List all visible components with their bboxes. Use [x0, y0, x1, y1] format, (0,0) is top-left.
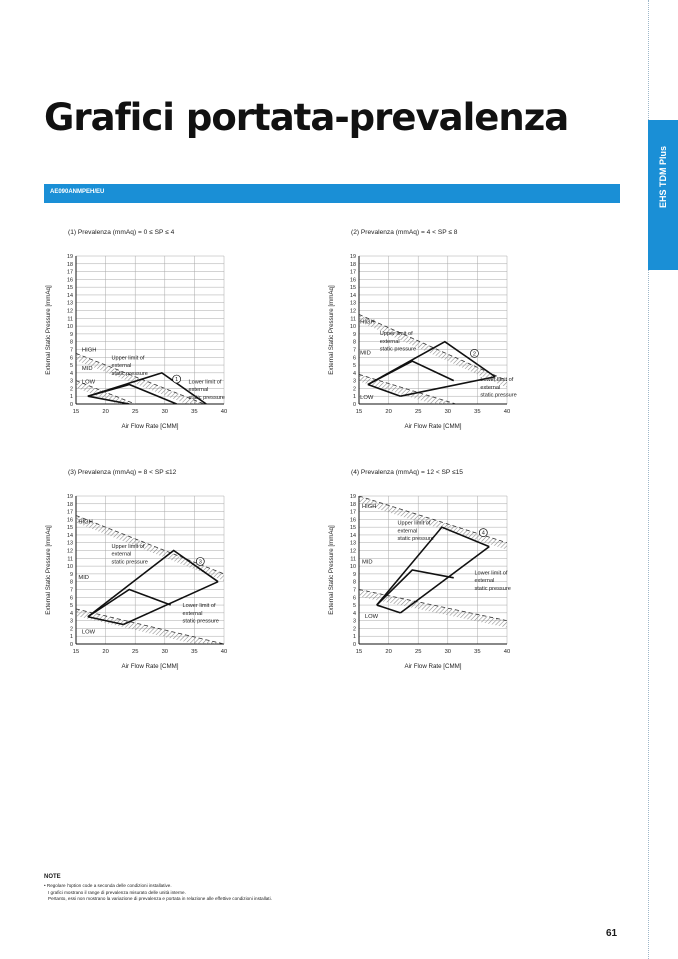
limit-annotation: external: [111, 551, 132, 558]
x-tick-label: 15: [355, 409, 363, 415]
y-tick-label: 0: [353, 642, 356, 648]
x-tick-label: 35: [191, 409, 198, 415]
note-title: NOTE: [44, 874, 61, 880]
x-tick-label: 15: [72, 409, 80, 415]
y-tick-label: 2: [353, 386, 356, 393]
x-tick-label: 15: [72, 649, 80, 655]
fan-label-mid: MID: [361, 559, 373, 566]
y-tick-label: 9: [353, 571, 356, 578]
limit-annotation: static pressure: [182, 618, 219, 625]
limit-annotation: Upper limit of: [379, 331, 413, 338]
limit-annotation: external: [397, 528, 418, 535]
y-tick-label: 7: [70, 347, 73, 354]
page-title: Grafici portata-prevalenza: [44, 96, 569, 139]
chart-svg: [40, 222, 340, 444]
y-tick-label: 13: [350, 540, 356, 547]
x-tick-label: 40: [220, 409, 228, 415]
y-tick-label: 7: [70, 587, 73, 594]
y-tick-label: 13: [350, 300, 356, 307]
lower-limit-hatch: [359, 589, 507, 627]
limit-annotation: static pressure: [188, 394, 225, 401]
y-tick-label: 12: [350, 548, 356, 555]
chart-marker-label: 3: [198, 559, 202, 566]
chart-marker-label: 2: [472, 351, 477, 358]
y-tick-label: 17: [67, 269, 73, 276]
y-tick-label: 4: [353, 610, 356, 617]
y-tick-label: 19: [350, 254, 356, 260]
y-tick-label: 15: [67, 285, 73, 292]
chart-title: (4) Prevalenza (mmAq) = 12 < SP ≤15: [351, 469, 463, 476]
chart-4: [323, 462, 623, 684]
y-tick-label: 11: [350, 556, 356, 563]
x-tick-label: 25: [414, 409, 422, 415]
y-tick-label: 17: [350, 509, 356, 516]
x-tick-label: 35: [474, 649, 481, 655]
y-tick-label: 5: [353, 603, 356, 610]
y-tick-label: 9: [70, 571, 73, 578]
y-tick-label: 14: [350, 292, 356, 299]
chart-3: [40, 462, 340, 684]
chart-svg: [323, 222, 623, 444]
fan-label-mid: MID: [81, 366, 93, 373]
page-edge-guide: [648, 270, 649, 959]
y-tick-label: 12: [67, 548, 73, 555]
y-tick-label: 6: [353, 595, 356, 602]
limit-annotation: external: [379, 338, 400, 345]
y-tick-label: 3: [70, 378, 73, 385]
y-tick-label: 8: [70, 339, 73, 346]
y-tick-label: 11: [67, 556, 73, 563]
y-tick-label: 14: [67, 292, 73, 299]
limit-annotation: static pressure: [379, 346, 417, 353]
y-tick-label: 15: [350, 285, 356, 292]
y-tick-label: 13: [67, 300, 73, 307]
limit-annotation: static pressure: [474, 585, 511, 592]
y-axis-label: External Static Pressure [mmAq]: [328, 285, 335, 375]
y-tick-label: 10: [67, 324, 73, 331]
x-tick-label: 15: [355, 649, 363, 655]
y-tick-label: 17: [67, 509, 73, 516]
note-line-1: • Regolare l'option code a seconda delle condizioni installative.: [44, 883, 172, 888]
y-tick-label: 16: [67, 517, 73, 524]
y-tick-label: 0: [353, 402, 356, 408]
chart-svg: [40, 462, 340, 684]
fan-label-high: HIGH: [360, 319, 375, 326]
y-tick-label: 10: [350, 564, 356, 571]
x-tick-label: 35: [474, 409, 481, 415]
y-tick-label: 1: [353, 394, 356, 401]
y-tick-label: 16: [350, 277, 356, 284]
plot-area: [76, 515, 224, 651]
x-tick-label: 40: [503, 409, 511, 415]
y-axis-label: External Static Pressure [mmAq]: [45, 285, 52, 375]
y-tick-label: 12: [350, 308, 356, 315]
limit-annotation: external: [188, 387, 209, 394]
x-axis-label: Air Flow Rate [CMM]: [121, 663, 179, 670]
y-tick-label: 16: [67, 277, 73, 284]
y-tick-label: 10: [67, 564, 73, 571]
x-tick-label: 40: [503, 649, 511, 655]
x-tick-label: 40: [220, 649, 228, 655]
y-tick-label: 9: [353, 331, 356, 338]
limit-annotation: Lower limit of: [474, 570, 508, 577]
y-tick-label: 14: [350, 532, 356, 539]
y-tick-label: 0: [70, 642, 73, 648]
limit-annotation: static pressure: [111, 370, 148, 377]
y-tick-label: 7: [353, 347, 356, 354]
y-tick-label: 12: [67, 308, 73, 315]
y-tick-label: 4: [70, 370, 73, 377]
chart-title: (3) Prevalenza (mmAq) = 8 < SP ≤12: [68, 469, 177, 476]
y-tick-label: 5: [70, 603, 73, 610]
y-tick-label: 15: [350, 525, 356, 532]
y-tick-label: 6: [70, 595, 73, 602]
y-tick-label: 4: [353, 370, 356, 377]
y-tick-label: 2: [70, 626, 73, 633]
fan-label-low: LOW: [360, 394, 374, 401]
x-axis-label: Air Flow Rate [CMM]: [404, 663, 462, 670]
section-tab-notch: [648, 238, 678, 270]
x-tick-label: 20: [385, 409, 392, 415]
plot-area: [359, 496, 507, 628]
fan-label-mid: MID: [360, 350, 371, 357]
y-tick-label: 11: [67, 316, 73, 323]
y-tick-label: 3: [70, 618, 73, 625]
x-tick-label: 25: [131, 409, 139, 415]
fan-label-mid: MID: [78, 575, 90, 582]
y-tick-label: 9: [70, 331, 73, 338]
x-tick-label: 25: [131, 649, 139, 655]
y-tick-label: 11: [350, 316, 356, 323]
y-tick-label: 18: [67, 501, 73, 508]
limit-annotation: Upper limit of: [397, 520, 431, 527]
y-tick-label: 1: [70, 634, 73, 641]
y-tick-label: 13: [67, 540, 73, 547]
y-tick-label: 1: [353, 634, 356, 641]
y-tick-label: 19: [350, 494, 356, 500]
y-tick-label: 18: [350, 261, 356, 268]
y-tick-label: 6: [353, 355, 356, 362]
x-tick-label: 20: [102, 409, 109, 415]
chart-title: (1) Prevalenza (mmAq) = 0 ≤ SP ≤ 4: [68, 229, 175, 236]
limit-annotation: external: [480, 384, 501, 391]
note-line-3: Pertanto, essi non mostrano la variazione di prevalenza e portata in relazione alle effettive condizioni installati.: [48, 896, 272, 901]
fan-label-low: LOW: [81, 379, 96, 386]
limit-annotation: Upper limit of: [111, 543, 145, 550]
limit-annotation: Lower limit of: [480, 377, 514, 384]
y-tick-label: 2: [353, 626, 356, 633]
y-tick-label: 8: [353, 579, 356, 586]
fan-label-high: HIGH: [81, 347, 97, 354]
y-tick-label: 0: [70, 402, 73, 408]
y-tick-label: 6: [70, 355, 73, 362]
fan-label-low: LOW: [364, 613, 379, 620]
y-tick-label: 7: [353, 587, 356, 594]
y-tick-label: 19: [67, 494, 73, 500]
limit-annotation: static pressure: [397, 536, 434, 543]
x-tick-label: 30: [161, 649, 169, 655]
model-header-bar: [44, 184, 620, 203]
y-axis-label: External Static Pressure [mmAq]: [328, 525, 335, 615]
y-tick-label: 16: [350, 517, 356, 524]
fan-label-high: HIGH: [361, 504, 377, 511]
x-tick-label: 30: [161, 409, 169, 415]
limit-annotation: static pressure: [480, 392, 517, 399]
limit-annotation: Upper limit of: [111, 355, 145, 362]
x-tick-label: 35: [191, 649, 198, 655]
y-tick-label: 8: [353, 339, 356, 346]
limit-annotation: Lower limit of: [188, 379, 222, 386]
limit-annotation: external: [182, 610, 203, 617]
limit-annotation: static pressure: [111, 559, 148, 566]
y-tick-label: 5: [70, 363, 73, 370]
chart-svg: [323, 462, 623, 684]
x-axis-label: Air Flow Rate [CMM]: [404, 423, 462, 430]
chart-marker-label: 1: [175, 377, 179, 384]
y-tick-label: 1: [70, 394, 73, 401]
y-tick-label: 3: [353, 618, 356, 625]
limit-annotation: Lower limit of: [182, 603, 216, 610]
limit-annotation: external: [111, 363, 132, 370]
limit-annotation: external: [474, 578, 495, 585]
x-tick-label: 30: [444, 649, 452, 655]
upper-limit-hatch: [76, 353, 224, 418]
y-tick-label: 18: [67, 261, 73, 268]
y-tick-label: 5: [353, 363, 356, 370]
chart-2: [323, 222, 623, 444]
y-tick-label: 15: [67, 525, 73, 532]
x-axis-label: Air Flow Rate [CMM]: [121, 423, 179, 430]
y-tick-label: 18: [350, 501, 356, 508]
page-edge-guide-top: [648, 0, 649, 120]
y-tick-label: 3: [353, 378, 356, 385]
y-axis-label: External Static Pressure [mmAq]: [45, 525, 52, 615]
x-tick-label: 20: [385, 649, 392, 655]
x-tick-label: 20: [102, 649, 109, 655]
y-tick-label: 8: [70, 579, 73, 586]
y-tick-label: 4: [70, 610, 73, 617]
x-tick-label: 30: [444, 409, 452, 415]
x-tick-label: 25: [414, 649, 422, 655]
section-tab-label: EHS TDM Plus: [658, 145, 668, 208]
chart-marker-label: 4: [481, 530, 485, 537]
model-name: AE090ANMPEH/EU: [50, 189, 105, 195]
chart-title: (2) Prevalenza (mmAq) = 4 < SP ≤ 8: [351, 229, 458, 236]
y-tick-label: 19: [67, 254, 73, 260]
y-tick-label: 14: [67, 532, 73, 539]
page-number: 61: [606, 928, 618, 939]
note-line-2: I grafici mostrano il range di prevalenza misurato delle unità interne.: [48, 890, 186, 895]
y-tick-label: 17: [350, 269, 356, 276]
fan-label-low: LOW: [81, 629, 96, 636]
y-tick-label: 10: [350, 324, 356, 331]
fan-label-high: HIGH: [78, 519, 93, 526]
chart-1: [40, 222, 340, 444]
y-tick-label: 2: [70, 386, 73, 393]
